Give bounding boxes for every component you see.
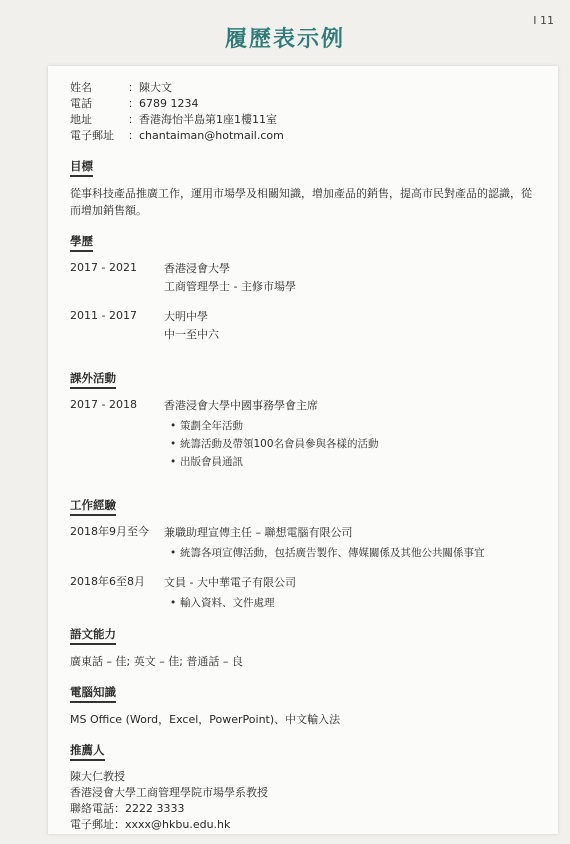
bullet-item: • 輸入資料、文件處理 [180,594,296,612]
referee-section [70,728,540,833]
page-number: I 11 [533,14,554,27]
bullet-item: • 策劃全年活動 [180,417,379,435]
education-entry [70,308,540,344]
contact-section [70,80,540,144]
computer-heading: 電腦知識 [70,684,116,703]
entry-title: 文員 - 大中華電子有限公司 [164,576,296,589]
entry-line: 中一至中六 [164,328,219,341]
entry-date: 2017 - 2021 [70,261,137,274]
referee-line: 香港浸會大學工商管理學院市場學系教授 [70,786,268,799]
resume-content [70,80,540,833]
entry-line: 香港浸會大學 [164,262,230,275]
entry-body [164,308,219,344]
activity-entry [70,397,540,471]
bullet-list [164,544,485,562]
referee-heading: 推薦人 [70,742,105,761]
work-entry [70,574,540,612]
languages-section [70,624,540,670]
bullet-item: • 統籌各項宣傳活動，包括廣告製作、傳媒關係及其他公共關係事宜 [180,544,485,562]
work-heading: 工作經驗 [70,497,116,516]
entry-body [164,574,296,612]
entry-line: 工商管理學士 - 主修市場學 [164,280,296,293]
languages-heading: 語文能力 [70,626,116,645]
work-entry [70,524,540,562]
languages-text: 廣東話 – 佳; 英文 – 佳; 普通話 – 良 [70,655,243,668]
contact-label: 電話 [70,97,92,110]
contact-label: 姓名 [70,81,92,94]
education-section [70,219,540,344]
entry-line: 大明中學 [164,310,208,323]
computer-text: MS Office (Word，Excel，PowerPoint)、中文輸入法 [70,713,341,726]
referee-line: 陳大仁教授 [70,770,125,783]
work-section [70,483,540,612]
objective-text: 從事科技產品推廣工作，運用市場學及相關知識，增加產品的銷售，提高市民對產品的認識，從而增加銷售額。 [70,187,532,217]
education-entry [70,260,540,296]
contact-row-address [70,112,540,128]
referee-line: 聯絡電話：2222 3333 [70,802,185,815]
entry-body [164,260,296,296]
referee-line: 電子郵址：xxxx@hkbu.edu.hk [70,818,231,831]
entry-date: 2018年9月至今 [70,525,149,538]
entry-title: 兼職助理宣傳主任 – 聯想電腦有限公司 [164,526,353,539]
contact-row-name [70,80,540,96]
contact-label: 電子郵址 [70,129,114,142]
contact-row-phone [70,96,540,112]
page-title: 履歷表示例 [224,27,345,52]
entry-date: 2011 - 2017 [70,309,137,322]
entry-title: 香港浸會大學中國事務學會主席 [164,399,318,412]
contact-value: ：chantaiman@hotmail.com [128,129,284,142]
objective-heading: 目標 [70,158,93,177]
computer-section [70,670,540,728]
entry-body [164,524,485,562]
bullet-item: • 統籌活動及帶領100名會員參與各樣的活動 [180,435,379,453]
entry-date: 2018年6至8月 [70,575,145,588]
objective-section [70,144,540,219]
bullet-item: • 出版會員通訊 [180,453,379,471]
activities-heading: 課外活動 [70,370,116,389]
contact-value: ：陳大文 [128,81,172,94]
contact-label: 地址 [70,113,92,126]
resume-sheet [48,66,558,834]
entry-date: 2017 - 2018 [70,398,137,411]
entry-body [164,397,379,471]
bullet-list [164,594,296,612]
contact-value: ：香港海怡半島第1座1樓11室 [128,113,277,126]
activities-section [70,356,540,471]
education-heading: 學歷 [70,233,93,252]
contact-value: ：6789 1234 [128,97,199,110]
bullet-list [164,417,379,471]
contact-row-email [70,128,540,144]
